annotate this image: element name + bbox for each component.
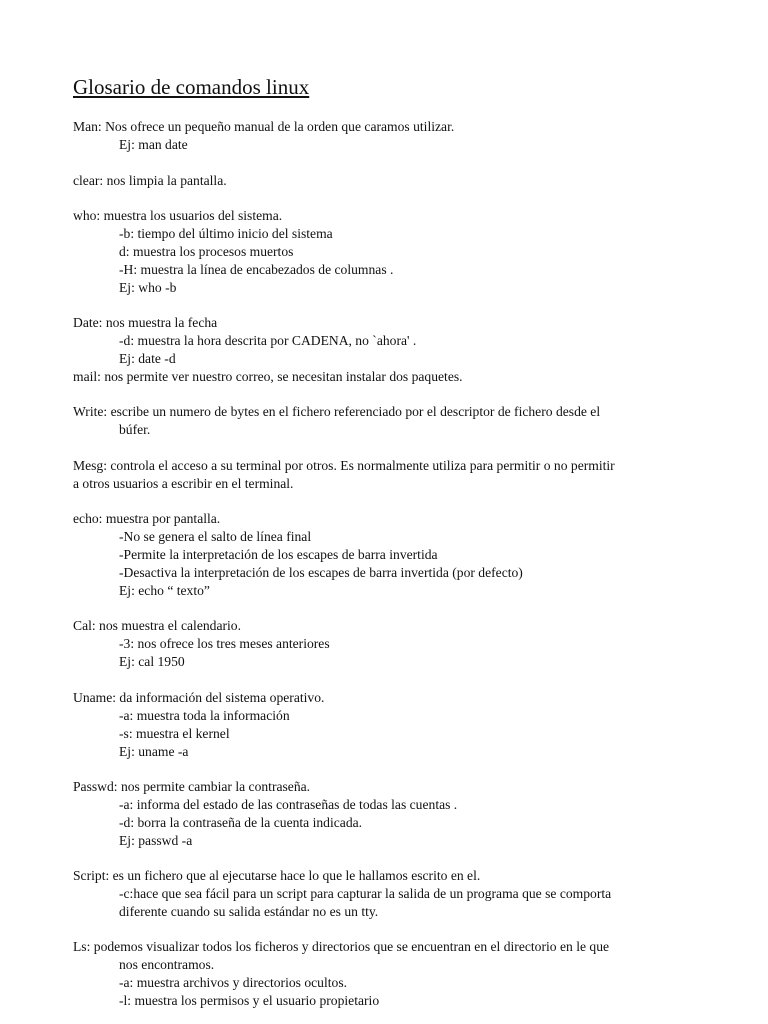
text-line: -c:hace que sea fácil para un script para capturar la salida de un programa que se comporta (119, 886, 612, 901)
text-line: Ej: passwd -a (119, 833, 193, 848)
text-line: diferente cuando su salida estándar no es un tty. (119, 904, 379, 919)
text-line: -3: nos ofrece los tres meses anteriores (119, 636, 330, 651)
text-line: -a: muestra toda la información (119, 708, 290, 723)
text-line: clear: nos limpia la pantalla. (73, 173, 227, 188)
text-line: Man: Nos ofrece un pequeño manual de la orden que caramos utilizar. (73, 119, 455, 134)
text-line: -a: muestra archivos y directorios ocultos. (119, 975, 348, 990)
text-line: d: muestra los procesos muertos (119, 244, 294, 259)
text-line: -No se genera el salto de línea final (119, 529, 312, 544)
text-line: -d: borra la contraseña de la cuenta indicada. (119, 815, 363, 830)
text-line: who: muestra los usuarios del sistema. (73, 208, 283, 223)
text-line: nos encontramos. (119, 957, 215, 972)
text-line: -Permite la interpretación de los escapes de barra invertida (119, 547, 438, 562)
text-line: -s: muestra el kernel (119, 726, 230, 741)
text-line: -b: tiempo del último inicio del sistema (119, 226, 333, 241)
text-line: -d: muestra la hora descrita por CADENA, no `ahora' . (119, 333, 417, 348)
text-line: mail: nos permite ver nuestro correo, se necesitan instalar dos paquetes. (73, 369, 463, 384)
text-line: búfer. (119, 422, 151, 437)
text-line: Ej: uname -a (119, 744, 189, 759)
text-line: Ej: echo “ texto” (119, 583, 210, 598)
text-line: -l: muestra los permisos y el usuario propietario (119, 993, 380, 1008)
text-line: -a: informa del estado de las contraseñas de todas las cuentas . (119, 797, 458, 812)
document-title: Glosario de comandos linux (73, 75, 310, 99)
text-line: -Desactiva la interpretación de los escapes de barra invertida (por defecto) (119, 565, 523, 580)
text-line: Write: escribe un numero de bytes en el fichero referenciado por el descriptor de fichero desde el (73, 404, 601, 419)
text-line: -H: muestra la línea de encabezados de columnas . (119, 262, 394, 277)
text-line: Passwd: nos permite cambiar la contraseña. (73, 779, 311, 794)
text-line: Cal: nos muestra el calendario. (73, 618, 241, 633)
text-line: Ej: cal 1950 (119, 654, 185, 669)
text-line: Ej: who -b (119, 280, 177, 295)
text-line: echo: muestra por pantalla. (73, 511, 221, 526)
text-line: Mesg: controla el acceso a su terminal por otros. Es normalmente utiliza para permitir o no permitir (73, 458, 615, 473)
text-line: Date: nos muestra la fecha (73, 315, 218, 330)
text-line: Ls: podemos visualizar todos los ficheros y directorios que se encuentran en el directorio en le que (73, 939, 610, 954)
text-line: Script: es un fichero que al ejecutarse hace lo que le hallamos escrito en el. (73, 868, 481, 883)
text-line: a otros usuarios a escribir en el terminal. (73, 476, 294, 491)
text-line: Ej: man date (119, 137, 188, 152)
text-line: Ej: date -d (119, 351, 176, 366)
text-line: Uname: da información del sistema operativo. (73, 690, 325, 705)
